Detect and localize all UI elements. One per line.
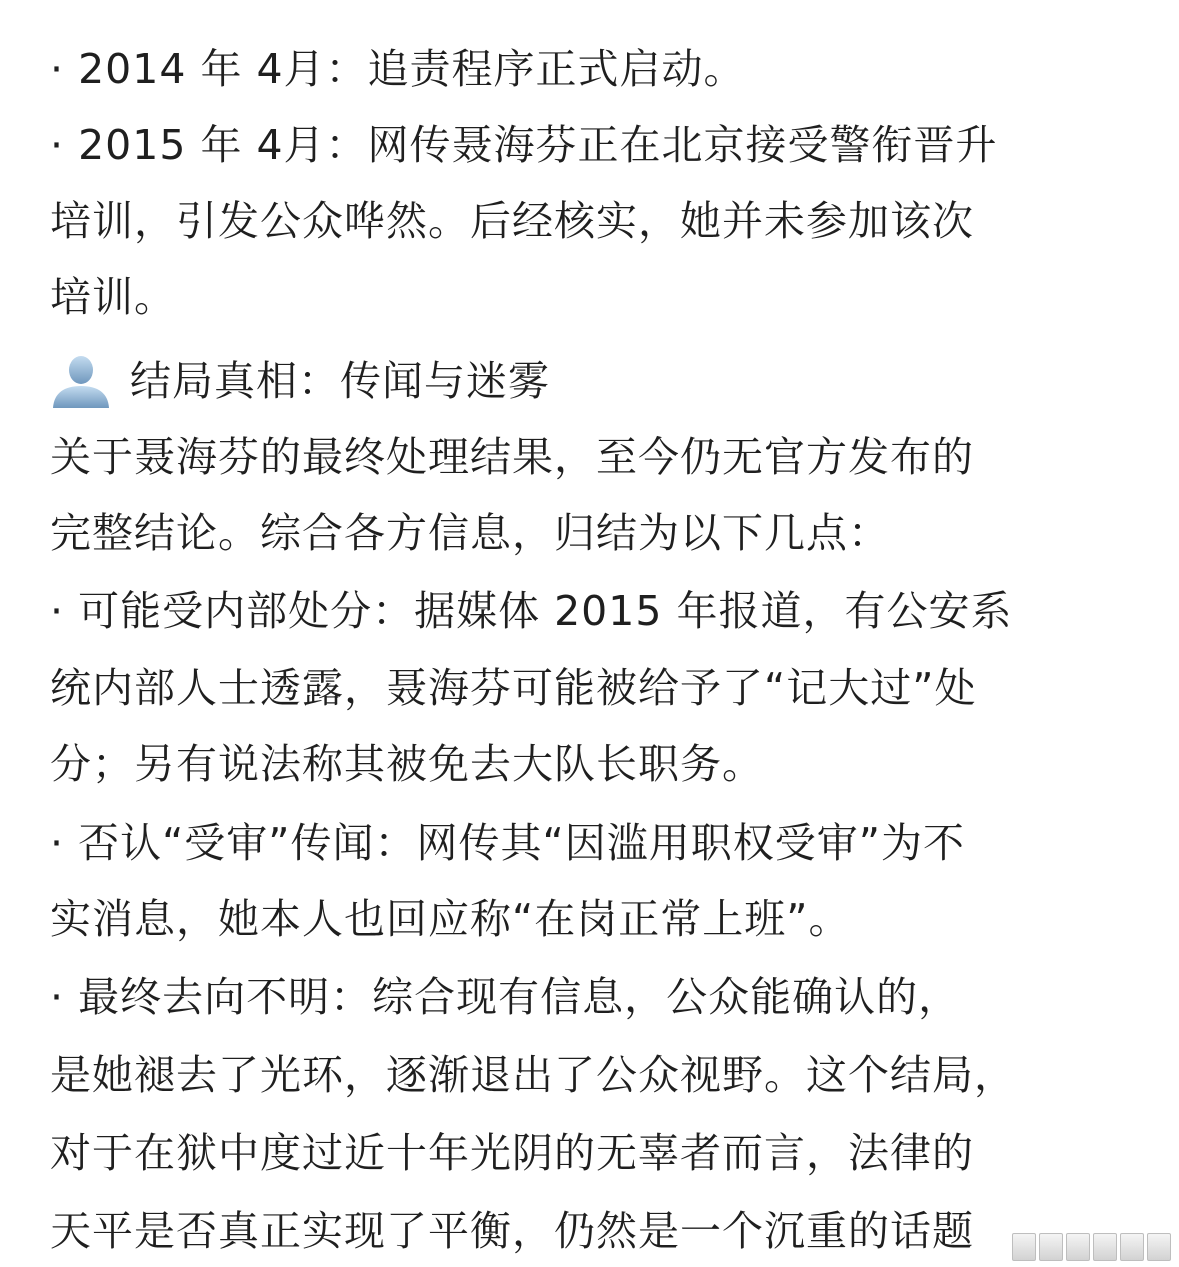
bullet-punishment-line-3: 分；另有说法称其被免去大队长职务。 [50, 740, 764, 788]
bullet-denial-line-2: 实消息，她本人也回应称“在岗正常上班”。 [50, 895, 851, 943]
watermark-overlay [1012, 1228, 1171, 1266]
bullet-denial-line-1: · 否认“受审”传闻：网传其“因滥用职权受审”为不 [50, 819, 966, 867]
section-heading-text: 结局真相：传闻与迷雾 [130, 357, 550, 405]
paragraph-line-1: 关于聂海芬的最终处理结果，至今仍无官方发布的 [50, 433, 974, 481]
bullet-outcome-line-4: 天平是否真正实现了平衡，仍然是一个沉重的话题 [50, 1207, 974, 1255]
person-silhouette-icon [50, 353, 112, 409]
bullet-punishment-line-1: · 可能受内部处分：据媒体 2015 年报道，有公安系 [50, 587, 1013, 635]
timeline-item-2015-line-3: 培训。 [50, 273, 176, 321]
bullet-outcome-line-1: · 最终去向不明：综合现有信息，公众能确认的， [50, 973, 961, 1021]
timeline-item-2015-line-2: 培训，引发公众哗然。后经核实，她并未参加该次 [50, 197, 974, 245]
timeline-item-2014: · 2014 年 4月：追责程序正式启动。 [50, 45, 746, 93]
timeline-item-2015-line-1: · 2015 年 4月：网传聂海芬正在北京接受警衔晋升 [50, 121, 998, 169]
paragraph-line-2: 完整结论。综合各方信息，归结为以下几点： [50, 509, 890, 557]
bullet-punishment-line-2: 统内部人士透露，聂海芬可能被给予了“记大过”处 [50, 664, 977, 712]
bullet-outcome-line-3: 对于在狱中度过近十年光阴的无辜者而言，法律的 [50, 1129, 974, 1177]
bullet-outcome-line-2: 是她褪去了光环，逐渐退出了公众视野。这个结局， [50, 1051, 1016, 1099]
section-heading [50, 353, 550, 409]
